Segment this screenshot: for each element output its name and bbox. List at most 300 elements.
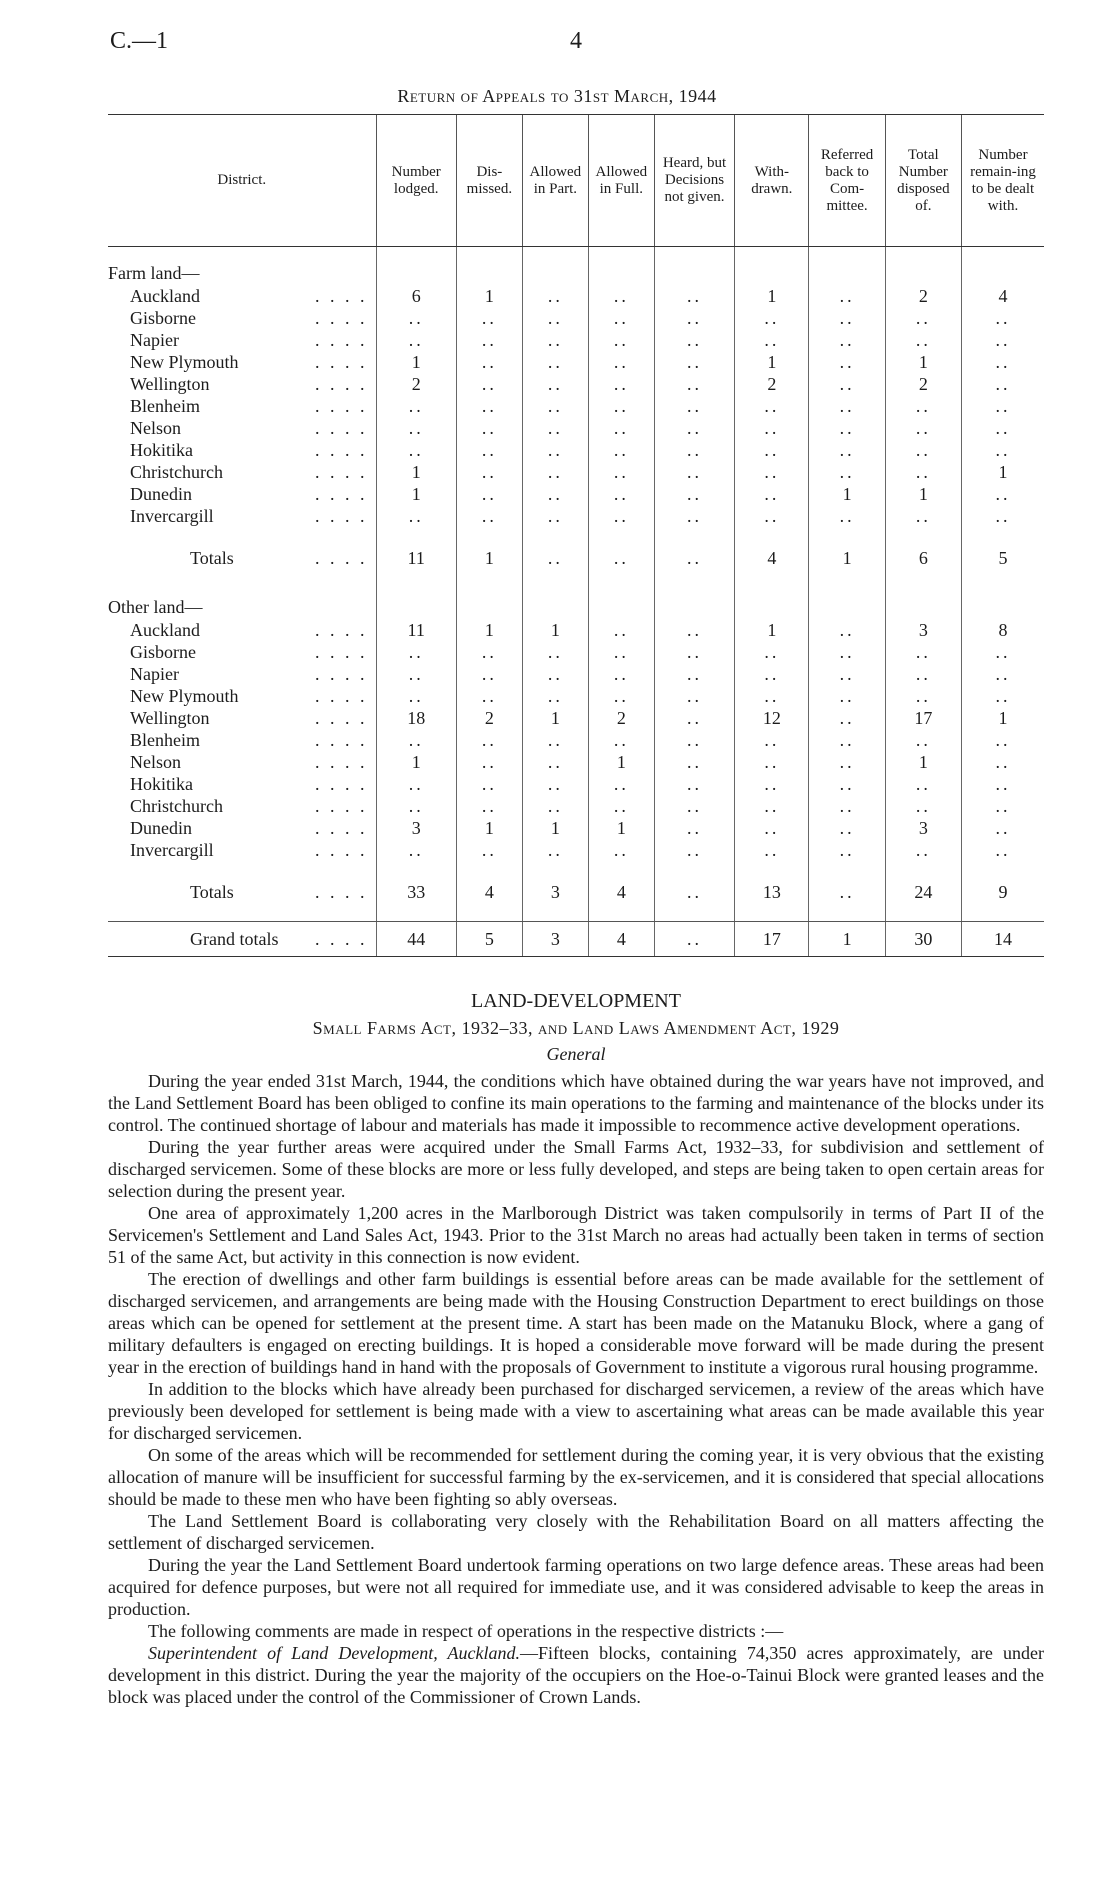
table-row (108, 417, 1044, 439)
value-cell: .. (588, 505, 654, 527)
district-cell (108, 395, 376, 417)
empty-cell (809, 909, 885, 922)
value-cell: .. (456, 773, 522, 795)
dot-leader: . . . . (315, 752, 368, 772)
value-cell: .. (885, 395, 961, 417)
value-cell: .. (654, 461, 734, 483)
value-cell: .. (961, 751, 1044, 773)
value-cell: 3 (885, 817, 961, 839)
value-cell: .. (588, 773, 654, 795)
column-header: Heard, but Decisions not given. (654, 115, 734, 247)
value-cell: .. (376, 839, 456, 861)
value-cell: .. (809, 663, 885, 685)
table-row (108, 461, 1044, 483)
paragraph-text: During the year further areas were acquired under the Small Farms Act, 1932–33, for subdivision and settlement of discharged servicemen. Some of these blocks are more or less fully developed, and steps are being taken to open certain areas for selection during the present year. (108, 1137, 1044, 1201)
value-cell: .. (376, 663, 456, 685)
table-row (108, 373, 1044, 395)
paragraph (108, 1620, 1044, 1642)
value-cell: .. (522, 395, 588, 417)
empty-cell (961, 909, 1044, 922)
district-name: Christchurch (130, 462, 223, 482)
value-cell: 1 (588, 817, 654, 839)
district-name: Blenheim (130, 396, 200, 416)
value-cell: .. (522, 839, 588, 861)
value-cell: .. (809, 751, 885, 773)
value-cell: .. (735, 773, 809, 795)
paragraph-text: —Fifteen blocks, containing 74,350 acres approximately, are under development in this district. During the year the majority of the occupiers on the Hoe-o-Tainui Block were granted leases and the block was placed under the control of the Commissioner of Crown Lands. (108, 1643, 1045, 1707)
value-cell: .. (654, 795, 734, 817)
paragraph (108, 1554, 1044, 1620)
district-cell (108, 417, 376, 439)
value-cell: .. (885, 729, 961, 751)
value-cell: .. (961, 307, 1044, 329)
value-cell: .. (654, 329, 734, 351)
spacer-row (108, 575, 1044, 595)
section-title: LAND-DEVELOPMENT (471, 990, 681, 1012)
value-cell: 4 (588, 922, 654, 957)
column-header: Number lodged. (376, 115, 456, 247)
district-name: Napier (130, 664, 179, 684)
value-cell: .. (885, 439, 961, 461)
empty-cell (961, 861, 1044, 875)
value-cell: .. (809, 417, 885, 439)
value-cell: .. (735, 817, 809, 839)
empty-cell (522, 595, 588, 619)
dot-leader: . . . . (315, 548, 368, 568)
district-name: Invercargill (130, 840, 214, 860)
value-cell: .. (885, 795, 961, 817)
empty-cell (376, 575, 456, 595)
value-cell: 17 (735, 922, 809, 957)
value-cell: .. (735, 461, 809, 483)
dot-leader: . . . . (315, 620, 368, 640)
value-cell: .. (961, 663, 1044, 685)
table-row (108, 773, 1044, 795)
value-cell: .. (588, 795, 654, 817)
value-cell: .. (588, 417, 654, 439)
empty-cell (588, 247, 654, 262)
empty-cell (588, 575, 654, 595)
district-cell (108, 839, 376, 861)
table-row (108, 641, 1044, 663)
value-cell: 2 (456, 707, 522, 729)
value-cell: .. (456, 351, 522, 373)
district-cell (108, 483, 376, 505)
value-cell: .. (735, 483, 809, 505)
value-cell: .. (522, 483, 588, 505)
value-cell: .. (654, 875, 734, 909)
value-cell: 11 (376, 541, 456, 575)
empty-cell (885, 527, 961, 541)
table-row (108, 395, 1044, 417)
value-cell: 33 (376, 875, 456, 909)
empty-cell (735, 861, 809, 875)
column-header: Allowed in Part. (522, 115, 588, 247)
district-cell (108, 285, 376, 307)
district-name: New Plymouth (130, 686, 239, 706)
district-cell (108, 619, 376, 641)
paragraph-text: During the year ended 31st March, 1944, the conditions which have obtained during the war years have not improved, and the Land Settlement Board has been obliged to confine its main operations to the farming and maintenance of the blocks under its control. The continued shortage of labour and materials has made it impossible to recommence active development operations. (108, 1071, 1044, 1135)
value-cell: .. (522, 795, 588, 817)
value-cell: 6 (885, 541, 961, 575)
value-cell: 1 (456, 619, 522, 641)
empty-cell (885, 247, 961, 262)
value-cell: .. (961, 817, 1044, 839)
value-cell: .. (456, 329, 522, 351)
value-cell: .. (885, 505, 961, 527)
value-cell: .. (885, 461, 961, 483)
district-name: Blenheim (130, 730, 200, 750)
dot-leader: . . . . (315, 286, 368, 306)
district-cell (108, 685, 376, 707)
value-cell: .. (522, 461, 588, 483)
district-name: Wellington (130, 708, 210, 728)
value-cell: .. (376, 329, 456, 351)
table-header (108, 115, 1044, 247)
value-cell: 8 (961, 619, 1044, 641)
district-cell (108, 505, 376, 527)
column-header: Referred back to Com-mittee. (809, 115, 885, 247)
district-cell (108, 351, 376, 373)
paragraph-text: The Land Settlement Board is collaborating very closely with the Rehabilitation Board on all matters affecting the settlement of discharged servicemen. (108, 1511, 1044, 1553)
value-cell: 1 (456, 541, 522, 575)
value-cell: .. (654, 685, 734, 707)
paragraph-text: The following comments are made in respect of operations in the respective districts :— (148, 1621, 784, 1641)
district-name: Wellington (130, 374, 210, 394)
paragraph-text: One area of approximately 1,200 acres in the Marlborough District was taken compulsorily in terms of Part II of the Servicemen's Settlement and Land Sales Act, 1943. Prior to the 31st March no areas had actually been taken in terms of section 51 of the same Act, but activity in this connection is now evident. (108, 1203, 1044, 1267)
district-cell (108, 307, 376, 329)
empty-cell (456, 861, 522, 875)
value-cell: 24 (885, 875, 961, 909)
value-cell: .. (961, 351, 1044, 373)
empty-cell (588, 595, 654, 619)
value-cell: 1 (809, 541, 885, 575)
value-cell: .. (885, 663, 961, 685)
value-cell: .. (809, 329, 885, 351)
value-cell: .. (456, 751, 522, 773)
value-cell: .. (961, 373, 1044, 395)
empty-cell (654, 527, 734, 541)
table-row (108, 505, 1044, 527)
empty-cell (522, 861, 588, 875)
empty-cell (961, 595, 1044, 619)
value-cell: 5 (961, 541, 1044, 575)
value-cell: .. (885, 839, 961, 861)
value-cell: .. (588, 285, 654, 307)
value-cell: .. (654, 922, 734, 957)
value-cell: 17 (885, 707, 961, 729)
value-cell: .. (376, 395, 456, 417)
value-cell: .. (522, 773, 588, 795)
empty-cell (809, 595, 885, 619)
district-name: Hokitika (130, 774, 193, 794)
value-cell: .. (654, 285, 734, 307)
value-cell: .. (588, 839, 654, 861)
value-cell: .. (735, 641, 809, 663)
totals-row (108, 541, 1044, 575)
dot-leader: . . . . (315, 642, 368, 662)
empty-cell (522, 247, 588, 262)
value-cell: 3 (522, 875, 588, 909)
value-cell: .. (885, 641, 961, 663)
value-cell: .. (522, 373, 588, 395)
value-cell: .. (654, 641, 734, 663)
district-name: Napier (130, 330, 179, 350)
empty-cell (588, 861, 654, 875)
value-cell: .. (588, 541, 654, 575)
value-cell: 3 (376, 817, 456, 839)
value-cell: .. (809, 285, 885, 307)
empty-cell (588, 261, 654, 285)
value-cell: .. (809, 619, 885, 641)
value-cell: .. (588, 351, 654, 373)
empty-cell (522, 261, 588, 285)
value-cell: .. (735, 663, 809, 685)
district-cell (108, 729, 376, 751)
value-cell: .. (588, 307, 654, 329)
total-label: Totals (190, 548, 234, 568)
value-cell: .. (961, 729, 1044, 751)
value-cell: 1 (588, 751, 654, 773)
empty-cell (522, 527, 588, 541)
table-row (108, 707, 1044, 729)
dot-leader: . . . . (315, 664, 368, 684)
totals-row (108, 875, 1044, 909)
value-cell: .. (809, 505, 885, 527)
empty-cell (735, 909, 809, 922)
value-cell: .. (735, 439, 809, 461)
value-cell: .. (588, 461, 654, 483)
table-row (108, 351, 1044, 373)
empty-cell (885, 595, 961, 619)
district-name: Gisborne (130, 642, 196, 662)
column-header: Number remain-ing to be dealt with. (961, 115, 1044, 247)
district-cell (108, 663, 376, 685)
spacer-row (108, 861, 1044, 875)
empty-cell (108, 575, 376, 595)
dot-leader: . . . . (315, 506, 368, 526)
empty-cell (735, 527, 809, 541)
value-cell: .. (588, 663, 654, 685)
value-cell: .. (456, 729, 522, 751)
value-cell: .. (456, 373, 522, 395)
value-cell: .. (588, 373, 654, 395)
empty-cell (376, 261, 456, 285)
value-cell: 18 (376, 707, 456, 729)
page-header (0, 28, 1114, 68)
value-cell: 11 (376, 619, 456, 641)
value-cell: 2 (588, 707, 654, 729)
value-cell: .. (522, 663, 588, 685)
header-row (108, 115, 1044, 247)
table-row (108, 329, 1044, 351)
value-cell: .. (961, 505, 1044, 527)
value-cell: .. (376, 795, 456, 817)
value-cell: .. (654, 839, 734, 861)
dot-leader: . . . . (315, 818, 368, 838)
section-subtitle: Small Farms Act, 1932–33, and Land Laws Amendment Act, 1929 (312, 1018, 840, 1038)
dot-leader: . . . . (315, 308, 368, 328)
table-row (108, 483, 1044, 505)
paragraph-text: In addition to the blocks which have already been purchased for discharged servicemen, a review of the areas which have previously been developed for settlement is being made with a view to ascertaining what areas can be made available this year for discharged servicemen. (108, 1379, 1044, 1443)
value-cell: .. (522, 307, 588, 329)
value-cell: .. (809, 351, 885, 373)
value-cell: .. (588, 729, 654, 751)
district-cell (108, 817, 376, 839)
value-cell: .. (588, 329, 654, 351)
district-name: New Plymouth (130, 352, 239, 372)
value-cell: 44 (376, 922, 456, 957)
dot-leader: . . . . (315, 352, 368, 372)
value-cell: 1 (376, 461, 456, 483)
value-cell: 30 (885, 922, 961, 957)
dot-leader: . . . . (315, 840, 368, 860)
column-header: Total Number disposed of. (885, 115, 961, 247)
value-cell: .. (456, 641, 522, 663)
page-number: 4 (570, 28, 582, 54)
value-cell: 1 (809, 922, 885, 957)
section-heading: Farm land— (108, 263, 200, 283)
value-cell: .. (735, 505, 809, 527)
district-cell (108, 439, 376, 461)
empty-cell (654, 261, 734, 285)
dot-leader: . . . . (315, 440, 368, 460)
empty-cell (456, 261, 522, 285)
value-cell: .. (961, 439, 1044, 461)
appeals-table (108, 114, 1044, 957)
value-cell: .. (654, 729, 734, 751)
district-cell (108, 707, 376, 729)
value-cell: 4 (735, 541, 809, 575)
value-cell: .. (522, 729, 588, 751)
dot-leader: . . . . (315, 396, 368, 416)
district-cell (108, 751, 376, 773)
table-row (108, 439, 1044, 461)
value-cell: .. (809, 729, 885, 751)
dot-leader: . . . . (315, 708, 368, 728)
value-cell: .. (809, 839, 885, 861)
spacer-row (108, 909, 1044, 922)
empty-cell (588, 909, 654, 922)
value-cell: .. (456, 417, 522, 439)
empty-cell (885, 261, 961, 285)
value-cell: .. (588, 483, 654, 505)
value-cell: .. (588, 641, 654, 663)
empty-cell (885, 575, 961, 595)
paragraph (108, 1268, 1044, 1378)
paragraph (108, 1444, 1044, 1510)
total-label-cell (108, 922, 376, 957)
district-cell (108, 795, 376, 817)
dot-leader: . . . . (315, 484, 368, 504)
value-cell: .. (809, 439, 885, 461)
section-heading-row (108, 595, 1044, 619)
paragraph (108, 1642, 1044, 1708)
value-cell: 1 (376, 483, 456, 505)
value-cell: .. (654, 439, 734, 461)
value-cell: .. (735, 729, 809, 751)
value-cell: .. (961, 417, 1044, 439)
empty-cell (885, 861, 961, 875)
total-label: Grand totals (190, 929, 279, 949)
value-cell: 14 (961, 922, 1044, 957)
paragraph (108, 1136, 1044, 1202)
value-cell: .. (456, 663, 522, 685)
value-cell: .. (522, 439, 588, 461)
value-cell: .. (456, 307, 522, 329)
value-cell: 1 (735, 351, 809, 373)
value-cell: 1 (456, 817, 522, 839)
value-cell: 1 (809, 483, 885, 505)
value-cell: .. (885, 329, 961, 351)
value-cell: 1 (376, 351, 456, 373)
empty-cell (885, 909, 961, 922)
value-cell: .. (735, 839, 809, 861)
empty-cell (376, 527, 456, 541)
value-cell: .. (588, 439, 654, 461)
paragraph (108, 1510, 1044, 1554)
table-row (108, 817, 1044, 839)
value-cell: .. (809, 307, 885, 329)
district-name: Dunedin (130, 818, 192, 838)
empty-cell (376, 247, 456, 262)
value-cell: .. (809, 817, 885, 839)
table-row (108, 285, 1044, 307)
value-cell: .. (885, 685, 961, 707)
empty-cell (961, 247, 1044, 262)
paragraph (108, 1070, 1044, 1136)
value-cell: .. (809, 685, 885, 707)
value-cell: 9 (961, 875, 1044, 909)
paragraph-lead: Superintendent of Land Development, Auckland. (148, 1643, 521, 1663)
value-cell: .. (654, 395, 734, 417)
value-cell: .. (961, 641, 1044, 663)
column-header: With-drawn. (735, 115, 809, 247)
district-cell (108, 329, 376, 351)
empty-cell (735, 595, 809, 619)
value-cell: .. (376, 685, 456, 707)
value-cell: .. (456, 685, 522, 707)
dot-leader: . . . . (315, 330, 368, 350)
section-heading-row (108, 261, 1044, 285)
empty-cell (456, 595, 522, 619)
value-cell: .. (456, 795, 522, 817)
value-cell: .. (522, 641, 588, 663)
value-cell: .. (961, 685, 1044, 707)
column-header: Dis-missed. (456, 115, 522, 247)
dot-leader: . . . . (315, 418, 368, 438)
value-cell: 1 (522, 817, 588, 839)
grand-totals-row (108, 922, 1044, 957)
value-cell: 3 (522, 922, 588, 957)
empty-cell (108, 247, 376, 262)
value-cell: 1 (522, 619, 588, 641)
value-cell: .. (522, 329, 588, 351)
value-cell: .. (522, 541, 588, 575)
dot-leader: . . . . (315, 796, 368, 816)
value-cell: .. (961, 839, 1044, 861)
value-cell: .. (735, 307, 809, 329)
empty-cell (735, 575, 809, 595)
value-cell: 2 (885, 373, 961, 395)
empty-cell (809, 247, 885, 262)
value-cell: .. (588, 395, 654, 417)
district-name: Hokitika (130, 440, 193, 460)
dot-leader: . . . . (315, 374, 368, 394)
empty-cell (654, 247, 734, 262)
value-cell: .. (654, 619, 734, 641)
value-cell: .. (456, 839, 522, 861)
